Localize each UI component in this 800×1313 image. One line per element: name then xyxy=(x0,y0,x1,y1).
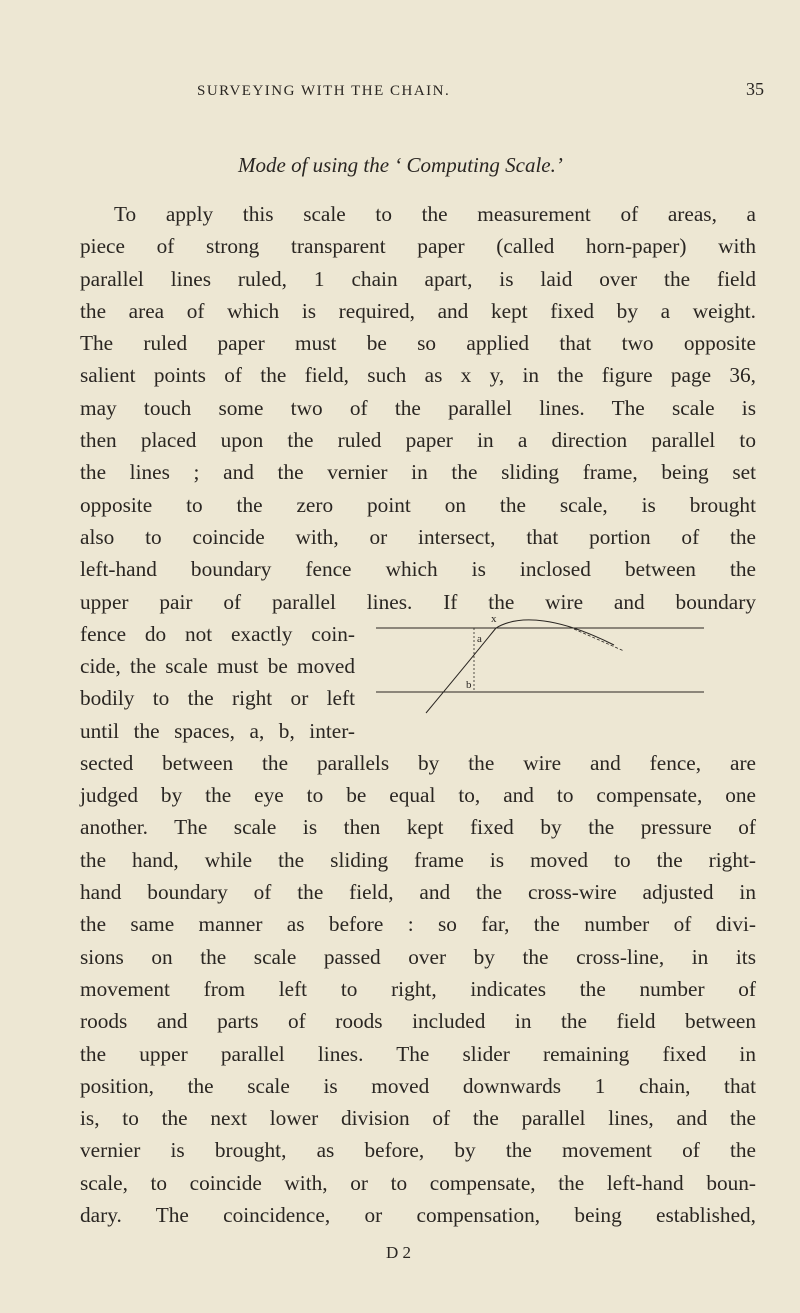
text-line: then placed upon the ruled paper in a direction parallel to xyxy=(80,428,756,453)
text-line: fence do not exactly coin- xyxy=(80,621,355,646)
text-line: is, to the next lower division of the parallel lines, and the xyxy=(80,1106,756,1131)
section-title: Mode of using the ‘ Computing Scale.’ xyxy=(238,153,563,177)
label-x: x xyxy=(491,614,497,625)
signature-mark: D 2 xyxy=(386,1243,412,1262)
text-line: bodily to the right or left xyxy=(80,686,355,711)
figure-row xyxy=(80,614,756,747)
text-line: another. The scale is then kept fixed by the pressure of xyxy=(80,815,756,840)
label-a: a xyxy=(477,632,482,645)
parallels-figure xyxy=(374,615,706,715)
page-number: 35 xyxy=(746,79,764,99)
fence-hatch xyxy=(574,629,624,651)
text-line: hand boundary of the field, and the cross-wire adjusted in xyxy=(80,880,756,905)
running-head: SURVEYING WITH THE CHAIN. xyxy=(197,83,451,99)
text-line: sected between the parallels by the wire and fence, are xyxy=(80,750,756,775)
text-line: until the spaces, a, b, inter- xyxy=(80,718,355,743)
text-line: left-hand boundary fence which is inclosed between the xyxy=(80,557,756,582)
text-line: cide, the scale must be moved xyxy=(80,654,355,679)
text-line: judged by the eye to be equal to, and to compensate, one xyxy=(80,783,756,808)
text-line: roods and parts of roods included in the field between xyxy=(80,1009,756,1034)
text-line: the lines ; and the vernier in the sliding frame, being set xyxy=(80,460,756,485)
text-line: movement from left to right, indicates the number of xyxy=(80,976,756,1001)
text-line: also to coincide with, or intersect, that portion of the xyxy=(80,524,756,549)
figure-side-text xyxy=(80,618,355,747)
text-line: scale, to coincide with, or to compensate, the left-hand boun- xyxy=(80,1170,756,1195)
text-line: vernier is brought, as before, by the movement of the xyxy=(80,1138,756,1163)
text-line: piece of strong transparent paper (called horn-paper) with xyxy=(80,234,756,259)
text-line: position, the scale is moved downwards 1 chain, that xyxy=(80,1073,756,1098)
text-line: opposite to the zero point on the scale, is brought xyxy=(80,492,756,517)
text-line: the area of which is required, and kept fixed by a weight. xyxy=(80,298,756,323)
text-line: dary. The coincidence, or compensation, being established, xyxy=(80,1203,756,1228)
text-line: the same manner as before : so far, the number of divi- xyxy=(80,912,756,937)
text-line: the upper parallel lines. The slider remaining fixed in xyxy=(80,1041,756,1066)
text-line: upper pair of parallel lines. If the wire and boundary xyxy=(80,589,756,614)
label-b: b xyxy=(466,678,472,691)
paragraph-body xyxy=(80,198,756,1231)
text-line: To apply this scale to the measurement of areas, a xyxy=(114,202,756,226)
text-line: salient points of the field, such as x y, in the figure page 36, xyxy=(80,363,756,388)
text-line: The ruled paper must be so applied that two opposite xyxy=(80,331,756,356)
text-line: the hand, while the sliding frame is moved to the right- xyxy=(80,847,756,872)
text-line: parallel lines ruled, 1 chain apart, is laid over the field xyxy=(80,266,756,291)
text-line: sions on the scale passed over by the cross-line, in its xyxy=(80,944,756,969)
text-line: may touch some two of the parallel lines. The scale is xyxy=(80,395,756,420)
